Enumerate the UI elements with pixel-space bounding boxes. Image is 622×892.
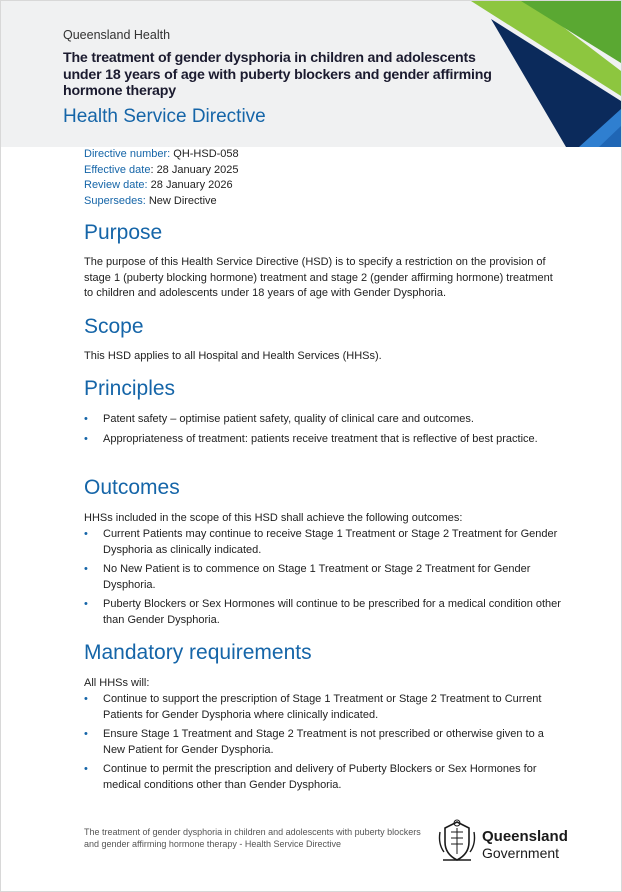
principles-list: [84, 412, 564, 451]
mandatory-heading: Mandatory requirements: [84, 641, 312, 664]
list-item: • No New Patient is to commence on Stage 1 Treatment or Stage 2 Treatment for Gender Dysphoria.: [84, 563, 531, 591]
meta-directive-number: Directive number: QH-HSD-058: [84, 148, 239, 160]
bullet-icon: •: [84, 528, 88, 540]
list-item: • Appropriateness of treatment: patients receive treatment that is reflective of best practice.: [84, 432, 564, 448]
directive-metadata: [84, 147, 239, 209]
list-item: • Continue to support the prescription of Stage 1 Treatment or Stage 2 Treatment to Current Patients for Gender Dysphoria where clinically indicated.: [84, 693, 542, 721]
bullet-icon: •: [84, 413, 88, 425]
header-band: [1, 1, 621, 147]
scope-heading: Scope: [84, 315, 144, 338]
coat-of-arms-icon: [437, 818, 477, 864]
bullet-icon: •: [84, 563, 88, 575]
bullet-icon: •: [84, 598, 88, 610]
outcomes-heading: Outcomes: [84, 476, 180, 499]
list-item: • Current Patients may continue to receive Stage 1 Treatment or Stage 2 Treatment for Gender Dysphoria as clinically indicated.: [84, 528, 558, 556]
meta-effective-date: Effective date: 28 January 2025: [84, 163, 239, 176]
mandatory-list: [84, 692, 564, 797]
meta-review-date: Review date: 28 January 2026: [84, 179, 233, 191]
footer-text: The treatment of gender dysphoria in children and adolescents with puberty blockers and gender affirming hormone therapy - Health Service Directive: [84, 827, 421, 849]
document-type: Health Service Directive: [63, 106, 266, 127]
list-item: • Puberty Blockers or Sex Hormones will continue to be prescribed for a medical condition other than Gender Dysphoria.: [84, 598, 561, 626]
outcomes-list: [84, 527, 564, 632]
purpose-text: The purpose of this Health Service Directive (HSD) is to specify a restriction on the provision of stage 1 (puberty blocking hormone) treatment and stage 2 (gender affirming hormone) treatment to children and adolescents under 18 years of age with Gender Dysphoria.: [84, 256, 553, 299]
list-item: • Continue to permit the prescription and delivery of Puberty Blockers or Sex Hormones for medical conditions other than Gender Dysphoria.: [84, 763, 537, 791]
scope-text: This HSD applies to all Hospital and Health Services (HHSs).: [84, 350, 382, 362]
purpose-heading: Purpose: [84, 221, 163, 244]
list-item: • Patent safety – optimise patient safety, quality of clinical care and outcomes.: [84, 412, 564, 428]
document-title: The treatment of gender dysphoria in children and adolescents under 18 years of age with puberty blockers and gender affirming hormone therapy: [63, 50, 492, 99]
list-item: • Ensure Stage 1 Treatment and Stage 2 Treatment is not prescribed or otherwise given to a New Patient for Gender Dysphoria.: [84, 728, 544, 756]
bullet-icon: •: [84, 763, 88, 775]
outcomes-intro: HHSs included in the scope of this HSD shall achieve the following outcomes:: [84, 512, 463, 524]
org-name: Queensland Health: [63, 28, 171, 42]
principles-heading: Principles: [84, 377, 176, 400]
mandatory-intro: All HHSs will:: [84, 677, 150, 689]
bullet-icon: •: [84, 432, 88, 445]
meta-supersedes: Supersedes: New Directive: [84, 194, 217, 207]
bullet-icon: •: [84, 693, 88, 705]
queensland-government-logo: [437, 818, 567, 864]
logo-text-government: Government: [482, 845, 560, 861]
bullet-icon: •: [84, 728, 88, 740]
logo-text-queensland: Queensland: [482, 828, 568, 845]
